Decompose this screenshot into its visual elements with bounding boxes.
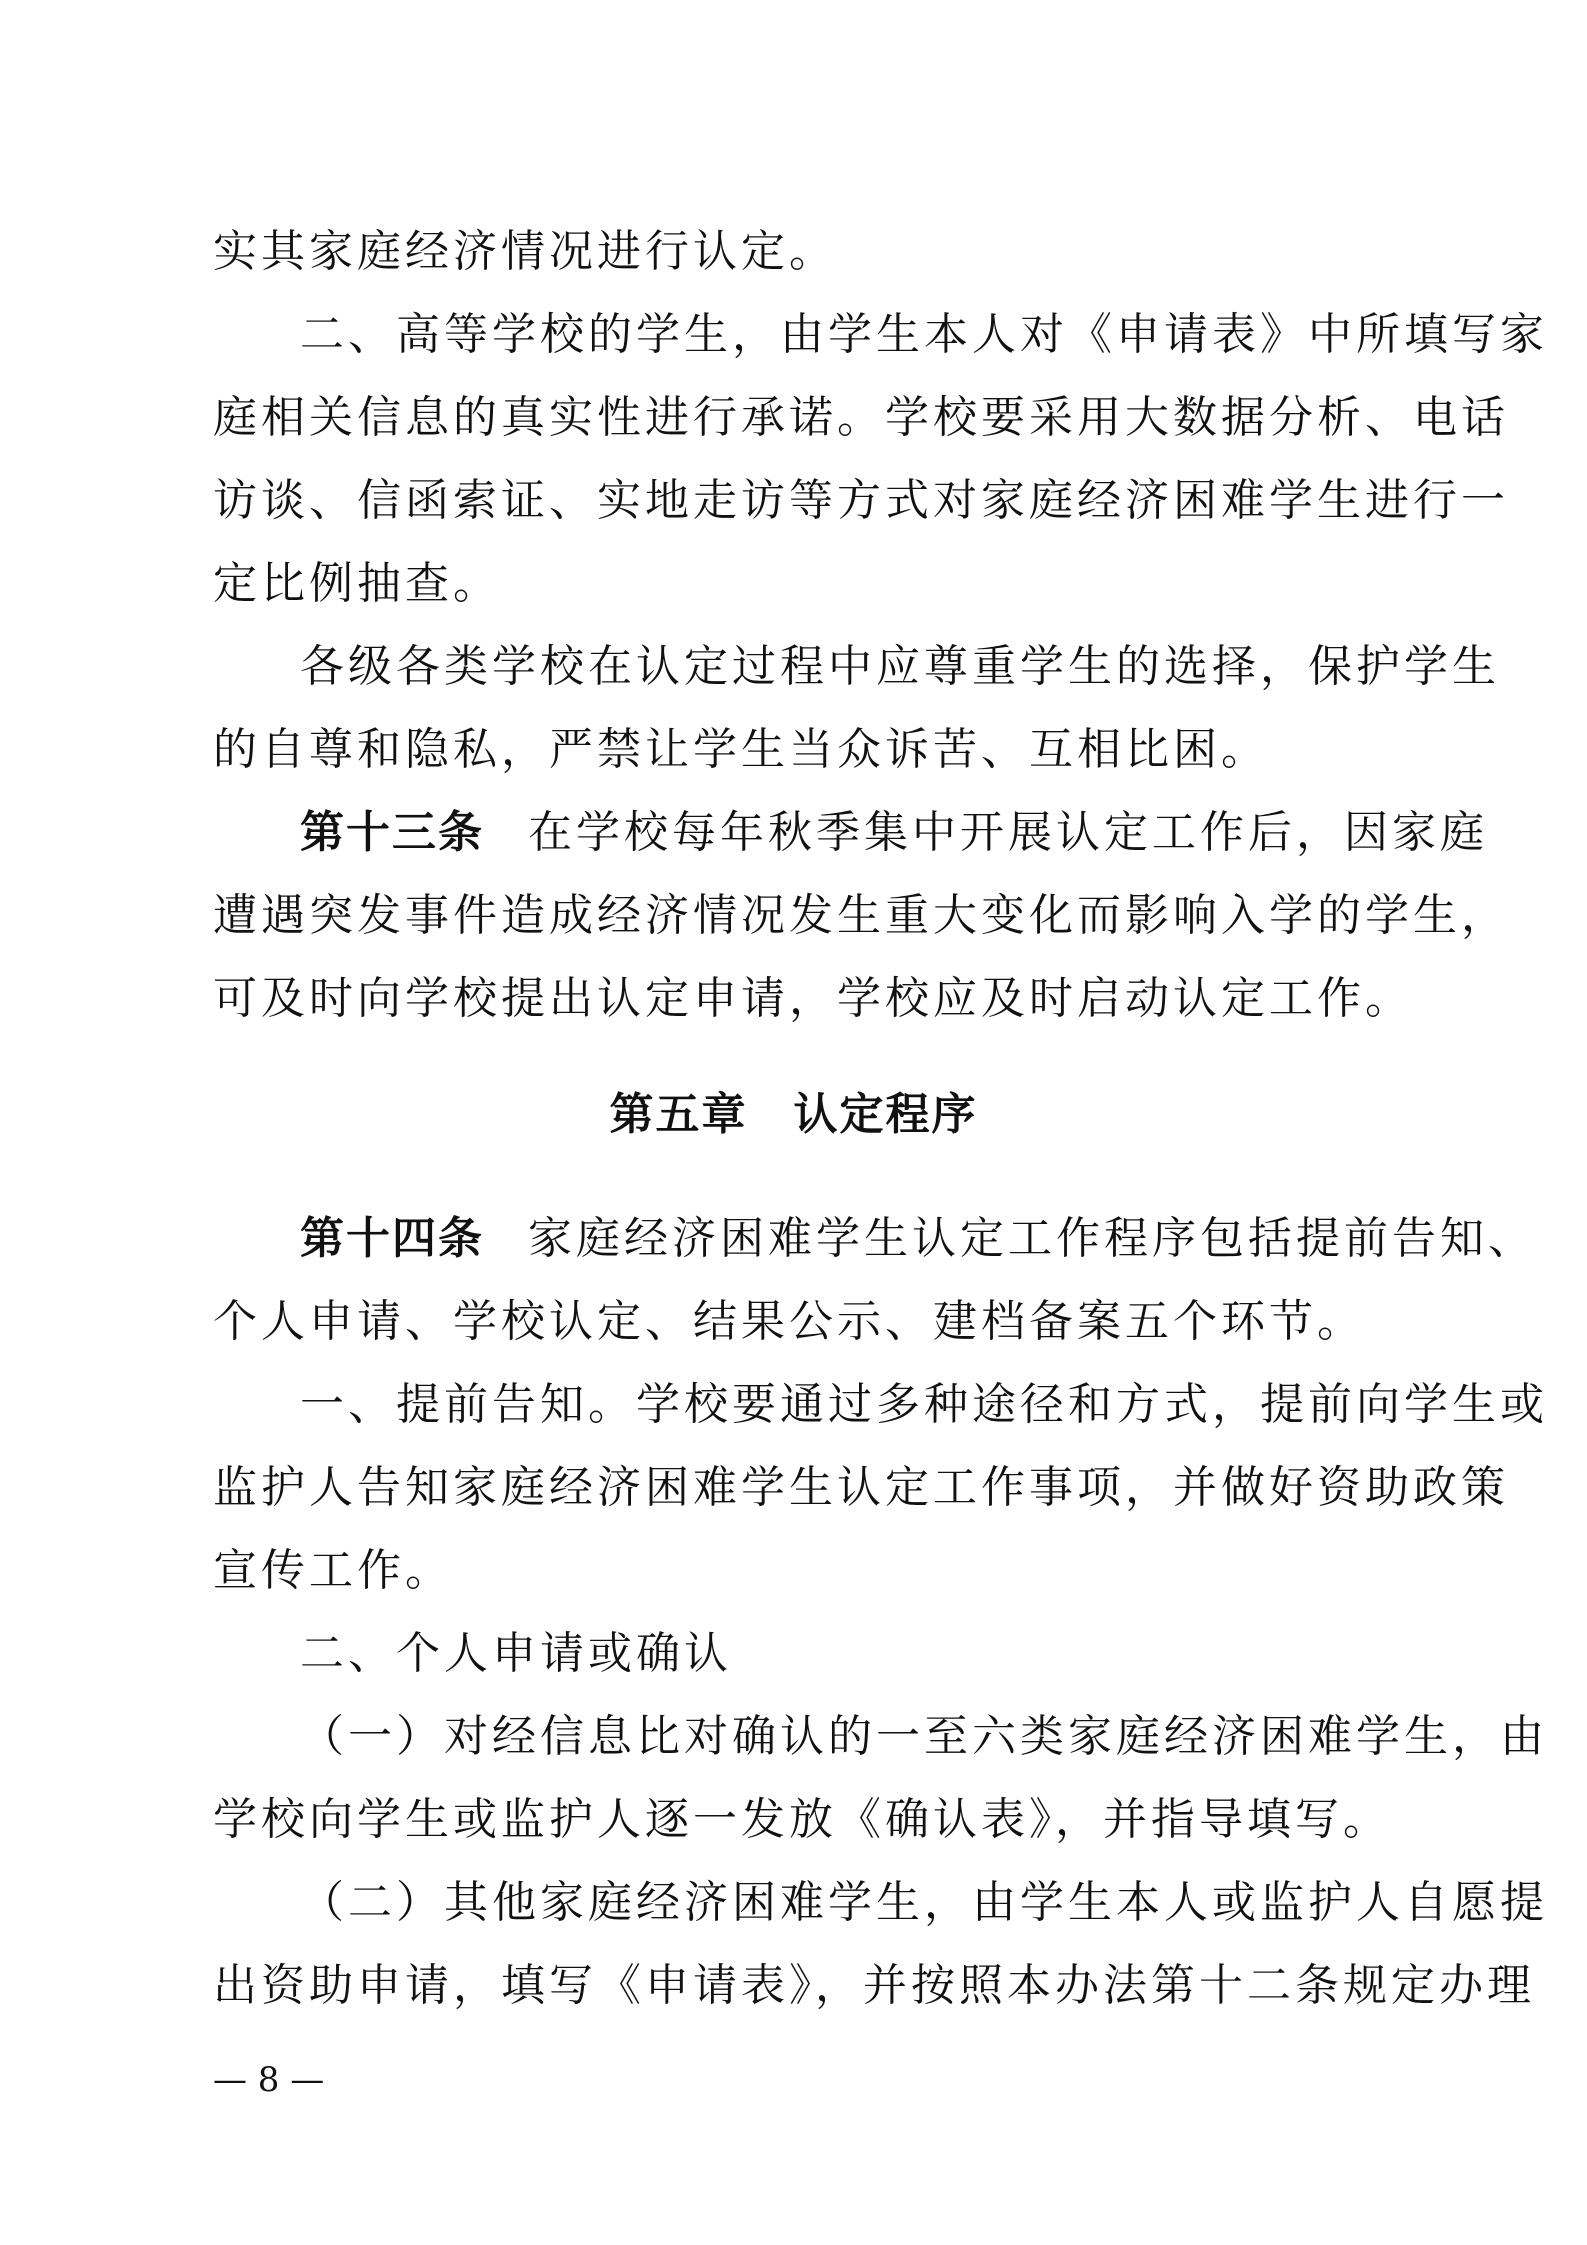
chapter-heading: 第五章 认定程序: [609, 1089, 978, 1140]
text-line: 实其家庭经济情况进行认定。: [213, 226, 837, 277]
text-line: 可及时向学校提出认定申请，学校应及时启动认定工作。: [213, 973, 1413, 1024]
text-line: 一、提前告知。学校要通过多种途径和方式，提前向学生或: [300, 1379, 1548, 1430]
text-line: 遭遇突发事件造成经济情况发生重大变化而影响入学的学生，: [213, 890, 1509, 941]
text-line: 出资助申请，填写《申请表》，并按照本办法第十二条规定办理: [213, 1960, 1535, 2011]
article-13-label: 第十三条: [300, 807, 484, 858]
article-13-text: 在学校每年秋季集中开展认定工作后，因家庭: [528, 807, 1488, 858]
page-number: — 8 —: [213, 2060, 325, 2100]
text-line: 访谈、信函索证、实地走访等方式对家庭经济困难学生进行一: [213, 475, 1509, 526]
text-line: 监护人告知家庭经济困难学生认定工作事项，并做好资助政策: [213, 1462, 1509, 1513]
text-line: 庭相关信息的真实性进行承诺。学校要采用大数据分析、电话: [213, 392, 1509, 443]
text-line: （二）其他家庭经济困难学生，由学生本人或监护人自愿提: [300, 1877, 1548, 1928]
text-line: 个人申请、学校认定、结果公示、建档备案五个环节。: [213, 1296, 1365, 1347]
article-13-line: [300, 791, 1488, 875]
text-line: 定比例抽查。: [213, 558, 501, 609]
article-14-label: 第十四条: [300, 1213, 484, 1264]
text-line: （一）对经信息比对确认的一至六类家庭经济困难学生，由: [300, 1711, 1548, 1762]
text-line: 二、个人申请或确认: [300, 1628, 732, 1679]
text-line: 宣传工作。: [213, 1545, 453, 1596]
text-line: 的自尊和隐私，严禁让学生当众诉苦、互相比困。: [213, 724, 1269, 775]
article-14-line: [300, 1197, 1536, 1281]
text-line: 学校向学生或监护人逐一发放《确认表》，并指导填写。: [213, 1794, 1391, 1845]
text-line: 二、高等学校的学生，由学生本人对《申请表》中所填写家: [300, 309, 1548, 360]
text-line: 各级各类学校在认定过程中应尊重学生的选择，保护学生: [300, 641, 1500, 692]
article-14-text: 家庭经济困难学生认定工作程序包括提前告知、: [528, 1213, 1536, 1264]
